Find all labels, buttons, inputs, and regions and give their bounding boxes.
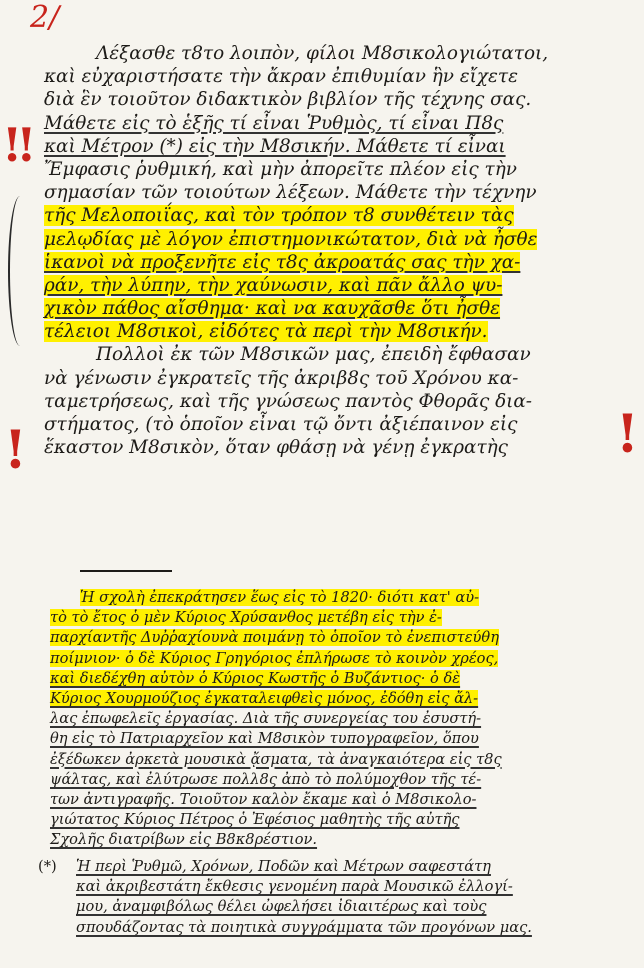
text-span: στήματος, (τὸ ὁποῖον εἶναι τῷ ὄντι ἀξιέπαινον εἰς	[44, 414, 518, 435]
footnote-divider	[80, 570, 172, 572]
highlighted-text: καὶ διεδέχθη αὐτὸν ὁ Κύριος Κωστῆς ὁ Βυζάντιος· ὁ δὲ	[50, 669, 461, 687]
underlined-text: ψάλτας, καὶ ἐλύτρωσε πολλ8ς ἀπὸ τὸ πολύμοχθον τῆς τέ-	[50, 770, 482, 788]
text-line	[44, 251, 600, 274]
underlined-text: γιώτατος Κύριος Πέτρος ὁ Ἐφέσιος μαθητὴς τῆς αὐτῆς	[50, 811, 460, 829]
highlighted-text: ράν, τὴν λύπην, τὴν χαύνωσιν, καὶ πᾶν ἄλλο ψυ-	[44, 274, 503, 296]
underlined-text: των ἀντιγραφῆς. Τοιοῦτον καλὸν ἔκαμε καὶ ὁ Μ8σικολο-	[50, 790, 477, 808]
text-line	[44, 158, 600, 181]
text-line	[38, 918, 608, 938]
margin-bracket	[8, 196, 32, 346]
note-marker: (*)	[38, 858, 57, 875]
highlighted-text: χικὸν πάθος αἴσθημα· καὶ να καυχᾶσθε ὅτι ἦσθε	[44, 298, 501, 320]
text-line	[50, 790, 602, 810]
text-span: διὰ ἓν τοιοῦτον διδακτικὸν βιβλίον τῆς τέχνης σας.	[44, 89, 532, 111]
text-line	[50, 709, 602, 729]
underlined-text: μου, ἀναμφιβόλως θέλει ὠφελήσει ἰδιαιτέρως καὶ τοὺς	[76, 898, 487, 916]
underlined-text: ἐξέδωκεν ἀρκετὰ μουσικὰ ᾄσματα, τὰ ἀναγκαιότερα εἰς τ8ς	[50, 750, 502, 768]
highlighted-text: μελῳδίας μὲ λόγον ἐπιστημονικώτατον, διὰ νὰ ἦσθε	[44, 228, 538, 250]
text-line	[50, 628, 602, 648]
corner-handwritten-mark: 2/	[30, 0, 60, 35]
text-line	[44, 228, 600, 251]
text-line	[44, 135, 600, 158]
text-line	[44, 390, 600, 413]
text-line	[44, 88, 600, 111]
text-line	[44, 367, 600, 390]
text-span: Λέξασθε τ8το λοιπὸν, φίλοι Μ8σικολογιώτατοι,	[96, 43, 549, 64]
text-span: καὶ εὐχαριστήσατε τὴν ἄκραν ἐπιθυμίαν ἣν εἴχετε	[44, 66, 518, 88]
text-line	[38, 897, 608, 917]
text-line	[44, 413, 600, 436]
text-span: νὰ γένωσιν ἐγκρατεῖς τῆς ἀκριβ8ς τοῦ Χρόνου κα-	[44, 367, 519, 389]
text-span: σημασίαν τῶν τοιούτων λέξεων. Μάθετε τὴν τέχνην	[44, 182, 537, 204]
text-span: ἕκαστον Μ8σικὸν, ὅταν φθάσῃ νὰ γένῃ ἐγκρατὴς	[44, 437, 508, 459]
text-line	[44, 204, 600, 227]
underlined-text: Σχολῆς διατρίβων εἰς Β8κ8ρέστιον.	[50, 831, 318, 849]
left-exclamation-mark: !	[4, 420, 27, 481]
text-line	[44, 181, 600, 204]
text-line	[50, 669, 602, 689]
highlighted-text: Ἡ σχολὴ ἐπεκράτησεν ἕως εἰς τὸ 1820· διότι κατ' αὐ-	[80, 589, 480, 606]
highlighted-text: παρχίαντῆς Δυῤῥαχίουνὰ ποιμάνῃ τὸ ὁποῖον τὸ ἐνεπιστεύθη	[50, 629, 499, 647]
text-line	[44, 112, 600, 135]
highlighted-text: Κύριος Χουρμούζιος ἐγκαταλειφθεὶς μόνος, ἐδόθη εἰς ἄλ-	[50, 689, 479, 707]
text-line	[50, 689, 602, 709]
text-line	[50, 830, 602, 850]
highlighted-text: τέλειοι Μ8σικοὶ, εἰδότες τὰ περὶ τὴν Μ8σικήν.	[44, 321, 488, 343]
highlighted-text: ἱκανοὶ νὰ προξενῆτε εἰς τ8ς ἀκροατάς σας τὴν χα-	[44, 251, 521, 273]
text-line	[50, 810, 602, 830]
text-line	[44, 297, 600, 320]
text-line	[44, 42, 600, 65]
text-line	[38, 857, 608, 877]
text-line	[44, 320, 600, 343]
highlighted-text: τὸ τὸ ἔτος ὁ μὲν Κύριος Χρύσανθος μετέβη εἰς τὴν ἐ-	[50, 609, 442, 627]
text-line	[50, 750, 602, 770]
underlined-text: Μάθετε εἰς τὸ ἑξῆς τί εἶναι Ῥυθμὸς, τί εἶναι Π8ς	[44, 112, 504, 134]
text-line	[50, 770, 602, 790]
text-line	[50, 588, 602, 608]
text-line	[44, 436, 600, 459]
footnote-paragraph	[50, 588, 602, 850]
underlined-text: καὶ ἀκριβεστάτη ἔκθεσις γενομένη παρὰ Μουσικῶ ἐλλογί-	[76, 878, 513, 896]
asterisk-note	[38, 857, 608, 938]
highlighted-text: ποίμνιον· ὁ δὲ Κύριος Γρηγόριος ἐπλήρωσε τὸ κοινὸν χρέος,	[50, 649, 499, 667]
text-line	[50, 608, 602, 628]
text-span: Πολλοὶ ἐκ τῶν Μ8σικῶν μας, ἐπειδὴ ἔφθασαν	[96, 344, 531, 366]
main-paragraphs	[44, 42, 600, 459]
right-exclamation-mark: !	[616, 404, 639, 465]
text-line	[38, 877, 608, 897]
underlined-text: λας ἐπωφελεῖς ἐργασίας. Διὰ τῆς συνεργείας του ἐσυστή-	[50, 710, 482, 728]
text-line	[44, 65, 600, 88]
text-line	[50, 649, 602, 669]
text-span: Ἔμφασις ῥυθμική, καὶ μὴν ἀπορεῖτε πλέον εἰς τὴν	[44, 158, 517, 180]
text-line	[50, 729, 602, 749]
underlined-text: σπουδάζοντας τὰ ποιητικὰ συγγράμματα τῶν προγόνων μας.	[76, 918, 532, 936]
underlined-text: θη εἰς τὸ Πατριαρχεῖον καὶ Μ8σικὸν τυπογραφεῖον, ὅπου	[50, 730, 479, 748]
underlined-text: Ἡ περὶ Ῥυθμῶ, Χρόνων, Ποδῶν καὶ Μέτρων σαφεστάτη	[76, 858, 491, 875]
text-line	[44, 343, 600, 366]
underlined-text: καὶ Μέτρον (*) εἰς τὴν Μ8σικήν. Μάθετε τί εἶναι	[44, 135, 506, 157]
text-span: ταμετρήσεως, καὶ τῆς γνώσεως παντὸς Φθορᾶς δια-	[44, 390, 533, 412]
left-exclamation-mark-double: !!	[2, 118, 31, 172]
text-line	[44, 274, 600, 297]
highlighted-text: τῆς Μελοποιΐας, καὶ τὸν τρόπον τ8 συνθέτειν τὰς	[44, 205, 514, 227]
